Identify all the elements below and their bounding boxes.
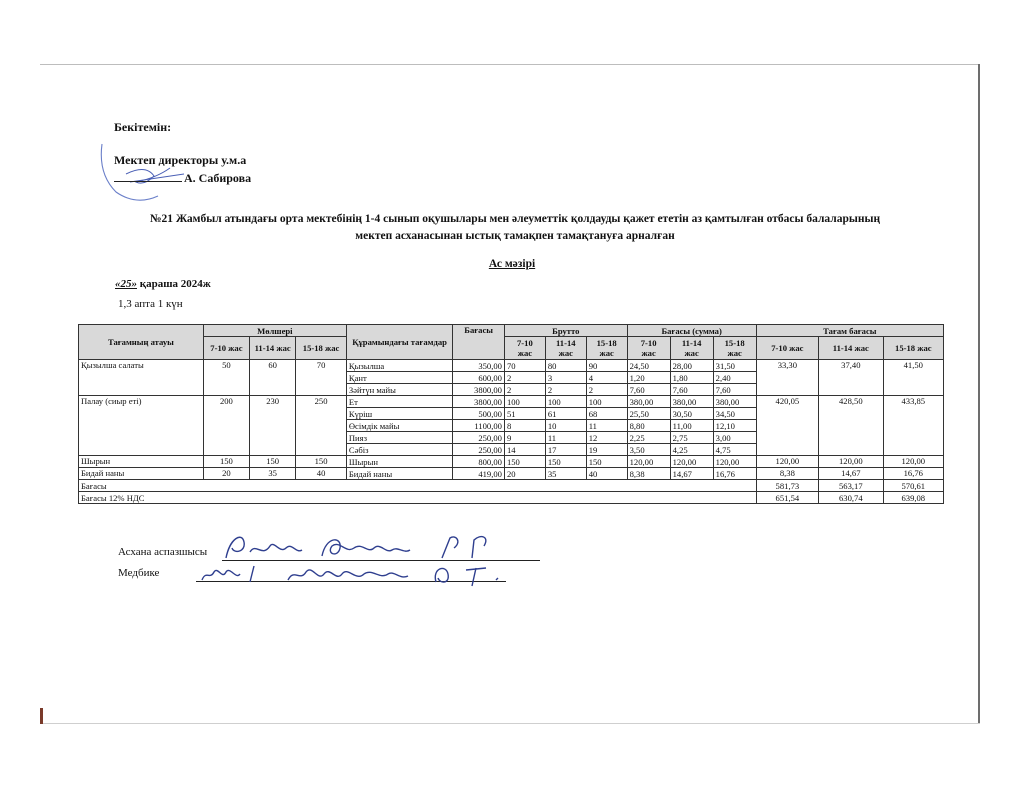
scan-edge-bottom	[40, 723, 980, 724]
dish-total-price: 433,85	[883, 396, 943, 456]
ingredient-gross: 2	[586, 384, 627, 396]
nurse-signature-line	[196, 581, 506, 582]
age-suffix: жас	[641, 348, 656, 358]
ingredient-gross: 100	[504, 396, 545, 408]
ingredient-gross: 2	[504, 372, 545, 384]
dish-quantity: 150	[296, 456, 347, 468]
dish-total-price: 120,00	[819, 456, 884, 468]
ingredient-name: Сәбіз	[346, 444, 452, 456]
age-range: 15-18	[596, 338, 617, 348]
dish-quantity: 40	[296, 468, 347, 480]
table-row	[79, 360, 944, 372]
ingredient-price: 600,00	[453, 372, 505, 384]
ingredient-gross: 19	[586, 444, 627, 456]
ingredient-sum: 3,00	[713, 432, 756, 444]
dish-total-price: 120,00	[756, 456, 818, 468]
header-age: 11-14 жас	[819, 337, 884, 360]
ingredient-price: 419,00	[453, 468, 505, 480]
ingredient-sum: 8,38	[627, 468, 670, 480]
header-dish-price: Тағам бағасы	[756, 325, 943, 337]
summary-row	[79, 480, 944, 492]
ingredient-gross: 8	[504, 420, 545, 432]
ingredient-sum: 120,00	[627, 456, 670, 468]
ingredient-name: Бидай наны	[346, 468, 452, 480]
dish-quantity: 20	[203, 468, 249, 480]
ingredient-name: Өсімдік майы	[346, 420, 452, 432]
ingredient-sum: 4,25	[670, 444, 713, 456]
header-age-short	[545, 337, 586, 360]
ingredient-sum: 8,80	[627, 420, 670, 432]
ingredient-gross: 10	[545, 420, 586, 432]
ingredient-gross: 14	[504, 444, 545, 456]
ingredient-sum: 2,25	[627, 432, 670, 444]
menu-date	[115, 278, 211, 290]
ingredient-gross: 9	[504, 432, 545, 444]
ingredient-gross: 68	[586, 408, 627, 420]
menu-heading: Ас мәзірі	[488, 258, 536, 270]
ingredient-sum: 2,75	[670, 432, 713, 444]
ingredient-sum: 2,40	[713, 372, 756, 384]
header-gross: Брутто	[504, 325, 627, 337]
ingredient-gross: 100	[586, 396, 627, 408]
header-row	[79, 325, 944, 337]
age-suffix: жас	[684, 348, 699, 358]
dish-total-price: 37,40	[819, 360, 884, 396]
dish-quantity: 150	[203, 456, 249, 468]
ingredient-sum: 380,00	[627, 396, 670, 408]
week-day: 1,3 апта 1 күн	[118, 298, 183, 310]
ingredient-sum: 3,50	[627, 444, 670, 456]
ingredient-name: Пияз	[346, 432, 452, 444]
nurse-handwritten-signature	[196, 556, 516, 590]
ingredient-gross: 35	[545, 468, 586, 480]
ingredient-sum: 7,60	[713, 384, 756, 396]
age-suffix: жас	[599, 348, 614, 358]
ingredient-sum: 30,50	[670, 408, 713, 420]
header-price-sum: Бағасы (сумма)	[627, 325, 756, 337]
subheader-row	[79, 337, 944, 360]
dish-quantity: 230	[250, 396, 296, 456]
summary-label: Бағасы 12% НДС	[79, 492, 757, 504]
dish-total-price: 14,67	[819, 468, 884, 480]
ingredient-price: 500,00	[453, 408, 505, 420]
summary-row	[79, 492, 944, 504]
ingredient-price: 250,00	[453, 432, 505, 444]
ingredient-gross: 51	[504, 408, 545, 420]
director-name: А. Сабирова	[184, 171, 252, 186]
ingredient-price: 1100,00	[453, 420, 505, 432]
header-age: 7-10 жас	[203, 337, 249, 360]
dish-total-price: 428,50	[819, 396, 884, 456]
signature-line	[114, 181, 182, 182]
date-rest: қараша 2024ж	[137, 278, 211, 290]
title-line-1: №21 Жамбыл атындағы орта мектебінің 1-4 сынып оқушылары мен әлеуметтік қолдауды қажет ететін аз қамтылған отбасы балаларының	[149, 213, 881, 225]
scan-edge-top	[40, 64, 980, 65]
director-sign-row	[114, 169, 251, 188]
ingredient-gross: 4	[586, 372, 627, 384]
age-suffix: жас	[727, 348, 742, 358]
table-row	[79, 468, 944, 480]
ingredient-gross: 90	[586, 360, 627, 372]
ingredient-sum: 1,20	[627, 372, 670, 384]
ingredient-sum: 12,10	[713, 420, 756, 432]
ingredient-price: 250,00	[453, 444, 505, 456]
table-row	[79, 456, 944, 468]
scan-mark	[40, 708, 43, 724]
ingredient-sum: 120,00	[713, 456, 756, 468]
age-range: 11-14	[681, 338, 702, 348]
ingredient-gross: 150	[504, 456, 545, 468]
age-range: 7-10	[640, 338, 657, 348]
document-title	[90, 211, 940, 244]
nurse-label: Медбике	[118, 567, 160, 579]
ingredient-sum: 380,00	[670, 396, 713, 408]
ingredient-sum: 34,50	[713, 408, 756, 420]
ingredient-name: Күріш	[346, 408, 452, 420]
ingredient-gross: 20	[504, 468, 545, 480]
dish-quantity: 50	[203, 360, 249, 396]
summary-label: Бағасы	[79, 480, 757, 492]
scan-edge-right	[978, 64, 980, 724]
header-age-short	[586, 337, 627, 360]
summary-value: 639,08	[883, 492, 943, 504]
dish-total-price: 41,50	[883, 360, 943, 396]
summary-value: 563,17	[819, 480, 884, 492]
ingredient-name: Зәйтүн майы	[346, 384, 452, 396]
ingredient-sum: 28,00	[670, 360, 713, 372]
ingredient-price: 3800,00	[453, 396, 505, 408]
dish-name: Шырын	[79, 456, 204, 468]
ingredient-sum: 11,00	[670, 420, 713, 432]
ingredient-sum: 120,00	[670, 456, 713, 468]
ingredient-sum: 14,67	[670, 468, 713, 480]
ingredient-gross: 100	[545, 396, 586, 408]
header-age: 15-18 жас	[883, 337, 943, 360]
cook-handwritten-signature	[222, 528, 522, 564]
dish-total-price: 16,76	[883, 468, 943, 480]
dish-total-price: 420,05	[756, 396, 818, 456]
age-range: 11-14	[555, 338, 576, 348]
ingredient-sum: 380,00	[713, 396, 756, 408]
age-suffix: жас	[558, 348, 573, 358]
director-label: Мектеп директоры у.м.а	[114, 152, 247, 167]
dish-name: Қызылша салаты	[79, 360, 204, 396]
ingredient-sum: 4,75	[713, 444, 756, 456]
cook-label: Асхана аспазшысы	[118, 546, 208, 558]
ingredient-price: 350,00	[453, 360, 505, 372]
ingredient-gross: 2	[545, 384, 586, 396]
header-quantity: Мөлшері	[203, 325, 346, 337]
ingredient-gross: 11	[545, 432, 586, 444]
header-age: 7-10 жас	[756, 337, 818, 360]
header-age: 15-18 жас	[296, 337, 347, 360]
ingredient-price: 3800,00	[453, 384, 505, 396]
dish-quantity: 70	[296, 360, 347, 396]
header-age: 11-14 жас	[250, 337, 296, 360]
ingredient-sum: 7,60	[670, 384, 713, 396]
summary-value: 630,74	[819, 492, 884, 504]
dish-quantity: 200	[203, 396, 249, 456]
age-suffix: жас	[517, 348, 533, 358]
title-line-2: мектеп асханасынан ыстық тамақпен тамақтануға арналған	[355, 229, 675, 242]
header-dish-name: Тағамның атауы	[79, 325, 204, 360]
ingredient-sum: 24,50	[627, 360, 670, 372]
summary-value: 581,73	[756, 480, 818, 492]
summary-value: 570,61	[883, 480, 943, 492]
ingredient-name: Ет	[346, 396, 452, 408]
ingredient-name: Қызылша	[346, 360, 452, 372]
ingredient-gross: 80	[545, 360, 586, 372]
header-price: Бағасы	[453, 325, 505, 360]
approval-block	[114, 118, 251, 188]
table-row	[79, 396, 944, 408]
ingredient-gross: 150	[586, 456, 627, 468]
dish-name: Палау (сиыр еті)	[79, 396, 204, 456]
ingredient-gross: 11	[586, 420, 627, 432]
dish-total-price: 33,30	[756, 360, 818, 396]
dish-quantity: 60	[250, 360, 296, 396]
ingredient-sum: 31,50	[713, 360, 756, 372]
dish-quantity: 250	[296, 396, 347, 456]
menu-table	[78, 324, 944, 504]
header-age-short	[670, 337, 713, 360]
dish-total-price: 8,38	[756, 468, 818, 480]
age-range: 7-10	[517, 338, 533, 348]
ingredient-gross: 12	[586, 432, 627, 444]
ingredient-gross: 70	[504, 360, 545, 372]
ingredient-price: 800,00	[453, 456, 505, 468]
date-day: «25»	[115, 278, 137, 290]
ingredient-gross: 2	[504, 384, 545, 396]
header-age-short	[627, 337, 670, 360]
ingredient-sum: 1,80	[670, 372, 713, 384]
header-age-short	[713, 337, 756, 360]
ingredient-name: Шырын	[346, 456, 452, 468]
ingredient-sum: 7,60	[627, 384, 670, 396]
header-ingredients: Құрамындағы тағамдар	[346, 325, 452, 360]
ingredient-gross: 3	[545, 372, 586, 384]
cook-signature-line	[222, 560, 540, 561]
dish-quantity: 150	[250, 456, 296, 468]
dish-name: Бидай наны	[79, 468, 204, 480]
ingredient-gross: 17	[545, 444, 586, 456]
approve-label: Бекітемін:	[114, 120, 172, 134]
ingredient-gross: 150	[545, 456, 586, 468]
ingredient-sum: 16,76	[713, 468, 756, 480]
age-range: 15-18	[724, 338, 745, 348]
ingredient-gross: 61	[545, 408, 586, 420]
summary-value: 651,54	[756, 492, 818, 504]
ingredient-gross: 40	[586, 468, 627, 480]
dish-quantity: 35	[250, 468, 296, 480]
ingredient-name: Қант	[346, 372, 452, 384]
dish-total-price: 120,00	[883, 456, 943, 468]
header-age-short	[504, 337, 545, 360]
ingredient-sum: 25,50	[627, 408, 670, 420]
